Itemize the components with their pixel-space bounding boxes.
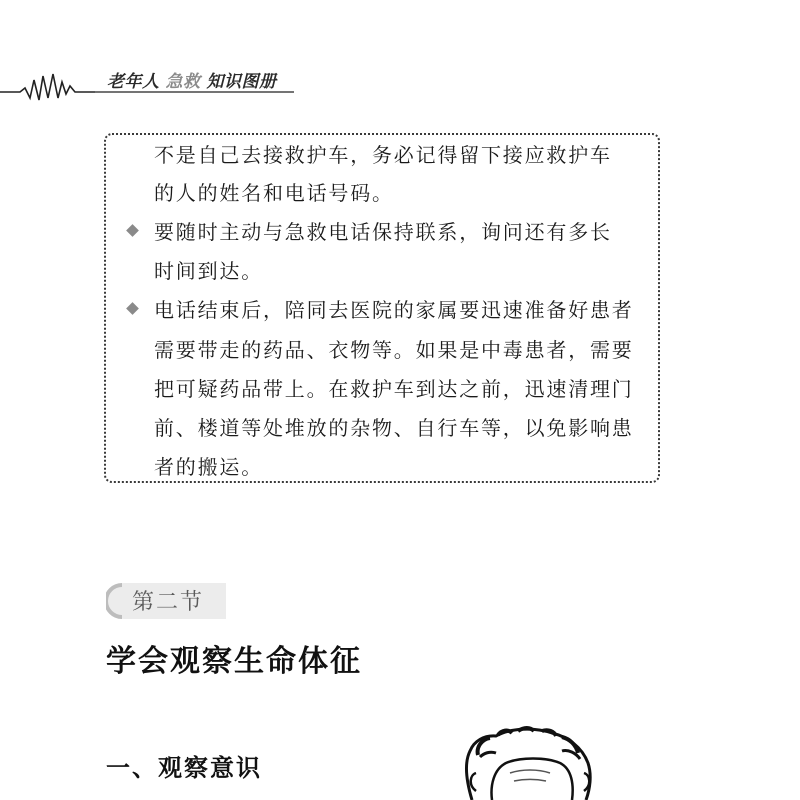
running-header [0,58,800,108]
tip-line: 需要带走的药品、衣物等。如果是中毒患者，需要 [154,338,634,362]
tip-line: 时间到达。 [154,259,263,283]
tip-line: 者的搬运。 [154,455,263,479]
tip-line: 把可疑药品带上。在救护车到达之前，迅速清理门 [154,377,634,401]
subsection-title: 一、观察意识 [106,753,262,782]
section-title: 学会观察生命体征 [106,644,362,679]
tip-line: 要随时主动与急救电话保持联系，询问还有多长 [154,220,612,244]
book-title [107,67,277,92]
book-title-part1: 老年人 [107,72,160,92]
book-title-part2: 知识图册 [206,72,277,92]
tip-line: 不是自己去接救护车，务必记得留下接应救护车 [154,143,612,167]
tip-line: 电话结束后，陪同去医院的家属要迅速准备好患者 [154,298,634,322]
tip-line: 的人的姓名和电话号码。 [154,181,394,205]
section-label: 第二节 [132,590,205,615]
book-title-accent: 急救 [165,72,201,92]
tip-line: 前、楼道等处堆放的杂物、自行车等，以免影响患 [154,416,634,440]
elderly-man-illustration [450,725,610,800]
section-tab [106,583,226,619]
